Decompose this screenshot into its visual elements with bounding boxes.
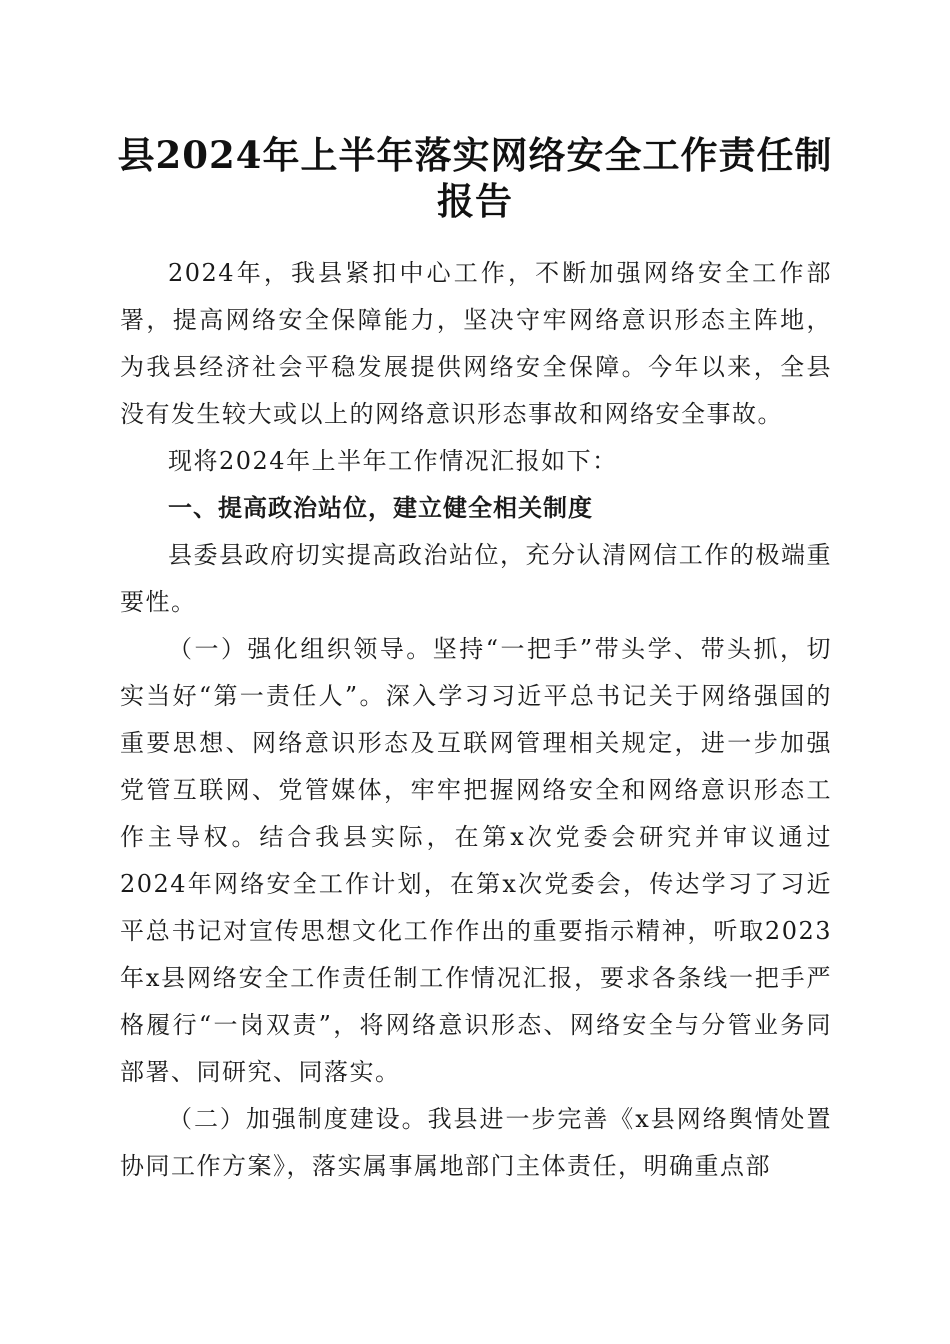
document-body (120, 250, 832, 1190)
document-title: 县2024年上半年落实网络安全工作责任制报告 (117, 133, 833, 223)
intro-paragraph: 2024年，我县紧扣中心工作，不断加强网络安全工作部署，提高网络安全保障能力，坚决守牢网络意识形态主阵地，为我县经济社会平稳发展提供网络安全保障。今年以来，全县没有发生较大或以上的网络意识形态事故和网络安全事故。 (120, 259, 832, 428)
subsection-2-paragraph: （二）加强制度建设。我县进一步完善《x县网络舆情处置协同工作方案》，落实属事属地部门主体责任，明确重点部 (120, 1105, 832, 1180)
report-lead-paragraph: 现将2024年上半年工作情况汇报如下： (168, 447, 618, 475)
subsection-1-paragraph: （一）强化组织领导。坚持“一把手”带头学、带头抓，切实当好“第一责任人”。深入学习习近平总书记关于网络强国的重要思想、网络意识形态及互联网管理相关规定，进一步加强党管互联网、党管媒体，牢牢把握网络安全和网络意识形态工作主导权。结合我县实际，在第x次党委会研究并审议通过2024年网络安全工作计划，在第x次党委会，传达学习了习近平总书记对宣传思想文化工作作出的重要指示精神，听取2023年x县网络安全工作责任制工作情况汇报，要求各条线一把手严格履行“一岗双责”，将网络意识形态、网络安全与分管业务同部署、同研究、同落实。 (120, 635, 832, 1086)
section-heading-1: 一、提高政治站位，建立健全相关制度 (168, 494, 593, 522)
section-1-intro-paragraph: 县委县政府切实提高政治站位，充分认清网信工作的极端重要性。 (120, 541, 832, 616)
